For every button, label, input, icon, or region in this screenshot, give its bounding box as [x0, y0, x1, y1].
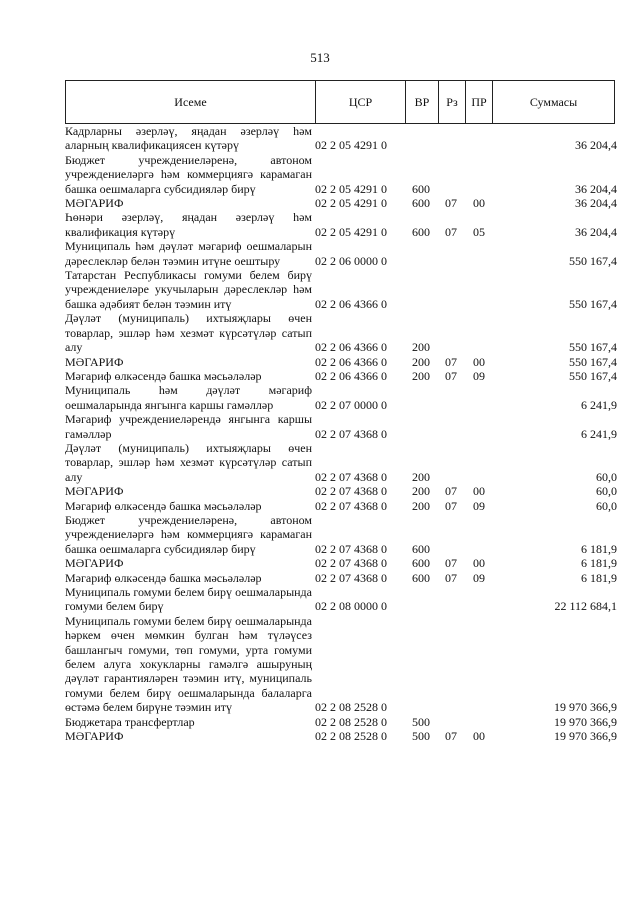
cell-vr: 600 — [412, 556, 430, 571]
table-row — [65, 412, 617, 441]
table-row — [65, 585, 617, 614]
cell-csr: 02 2 05 4291 0 — [315, 138, 387, 153]
cell-vr: 200 — [412, 484, 430, 499]
header-pr: ПР — [466, 81, 493, 123]
cell-vr: 200 — [412, 469, 430, 484]
cell-vr: 600 — [412, 570, 430, 585]
cell-vr: 200 — [412, 340, 430, 355]
cell-sum: 36 204,4 — [575, 224, 617, 239]
cell-pr: 09 — [473, 368, 485, 383]
cell-sum: 550 167,4 — [569, 340, 617, 355]
table-row — [65, 369, 617, 383]
cell-csr: 02 2 05 4291 0 — [315, 224, 387, 239]
cell-name: МӘГАРИФ — [65, 729, 124, 744]
cell-csr: 02 2 07 4368 0 — [315, 426, 387, 441]
table-row — [65, 239, 617, 268]
cell-csr: 02 2 07 4368 0 — [315, 570, 387, 585]
cell-csr: 02 2 06 4366 0 — [315, 296, 387, 311]
cell-vr: 600 — [412, 541, 430, 556]
cell-rz: 07 — [445, 729, 457, 744]
cell-sum: 19 970 366,9 — [554, 729, 617, 744]
table-row — [65, 153, 617, 196]
cell-vr: 500 — [412, 729, 430, 744]
table-row — [65, 513, 617, 556]
table-row — [65, 614, 617, 715]
cell-csr: 02 2 06 4366 0 — [315, 368, 387, 383]
table-row — [65, 124, 617, 153]
cell-csr: 02 2 07 4368 0 — [315, 556, 387, 571]
cell-pr: 00 — [473, 729, 485, 744]
table-row — [65, 441, 617, 484]
cell-pr: 00 — [473, 354, 485, 369]
cell-vr: 200 — [412, 368, 430, 383]
cell-name: МӘГАРИФ — [65, 354, 124, 369]
cell-name: Бюджетара трансфертлар — [65, 714, 195, 729]
cell-sum: 6 181,9 — [581, 541, 617, 556]
cell-pr: 00 — [473, 484, 485, 499]
cell-rz: 07 — [445, 556, 457, 571]
cell-sum: 6 181,9 — [581, 556, 617, 571]
cell-pr: 09 — [473, 570, 485, 585]
cell-csr: 02 2 08 2528 0 — [315, 714, 387, 729]
cell-name: МӘГАРИФ — [65, 196, 124, 211]
cell-vr: 600 — [412, 181, 430, 196]
cell-pr: 05 — [473, 224, 485, 239]
cell-name: Һөнәри әзерләү, яңадан әзерләү һәм квалификация күтәрү — [65, 210, 312, 239]
cell-sum: 60,0 — [596, 484, 617, 499]
header-name: Исеме — [66, 81, 316, 123]
cell-name: Дәүләт (муниципаль) ихтыяҗлары өчен товарлар, эшләр һәм хезмәт күрсәтүләр сатып алу — [65, 440, 312, 484]
cell-sum: 550 167,4 — [569, 253, 617, 268]
cell-csr: 02 2 06 4366 0 — [315, 340, 387, 355]
cell-pr: 00 — [473, 196, 485, 211]
cell-csr: 02 2 06 4366 0 — [315, 354, 387, 369]
cell-pr: 00 — [473, 556, 485, 571]
cell-vr: 200 — [412, 498, 430, 513]
cell-sum: 60,0 — [596, 498, 617, 513]
header-vr: ВР — [406, 81, 439, 123]
cell-sum: 6 241,9 — [581, 397, 617, 412]
cell-csr: 02 2 07 4368 0 — [315, 484, 387, 499]
cell-sum: 6 241,9 — [581, 426, 617, 441]
cell-pr: 09 — [473, 498, 485, 513]
cell-sum: 36 204,4 — [575, 138, 617, 153]
cell-sum: 19 970 366,9 — [554, 700, 617, 715]
cell-name: Мәгариф өлкәсендә башка мәсьәләләр — [65, 570, 262, 585]
cell-vr: 200 — [412, 354, 430, 369]
table-row — [65, 268, 617, 311]
header-csr: ЦСР — [316, 81, 406, 123]
cell-sum: 22 112 684,1 — [554, 599, 617, 614]
cell-sum: 550 167,4 — [569, 296, 617, 311]
cell-vr: 500 — [412, 714, 430, 729]
cell-name: Мәгариф өлкәсендә башка мәсьәләләр — [65, 498, 262, 513]
table-row — [65, 383, 617, 412]
table-row — [65, 355, 617, 369]
cell-name: МӘГАРИФ — [65, 556, 124, 571]
table-row — [65, 729, 617, 743]
header-rz: Рз — [439, 81, 466, 123]
cell-sum: 550 167,4 — [569, 354, 617, 369]
cell-sum: 550 167,4 — [569, 368, 617, 383]
cell-rz: 07 — [445, 224, 457, 239]
cell-csr: 02 2 05 4291 0 — [315, 196, 387, 211]
cell-name: Муниципаль һәм дәүләт мәгариф оешмаларында янгынга каршы гамәлләр — [65, 383, 312, 412]
cell-csr: 02 2 07 4368 0 — [315, 498, 387, 513]
cell-sum: 6 181,9 — [581, 570, 617, 585]
cell-name: Муниципаль һәм дәүләт мәгариф оешмаларын дәреслекләр белән тәэмин итүне оештыру — [65, 239, 312, 268]
table-row — [65, 196, 617, 210]
cell-name: Муниципаль гомуми белем бирү оешмаларында һәркем өчен мөмкин булган һәм түләүсез башлангыч гомуми, төп гомуми, урта гомуми белем алуга хокукларны гамәлгә ашыруның дәүләт гарантияләрен тәэмин итү, муниципаль гомуми белем бирү оешмаларында балаларга өстәмә белем бирүне тәэмин итү — [65, 613, 312, 715]
cell-csr: 02 2 08 0000 0 — [315, 599, 387, 614]
table-row — [65, 210, 617, 239]
table-body — [65, 124, 617, 743]
table-row — [65, 499, 617, 513]
page-number: 513 — [310, 50, 330, 65]
cell-name: Дәүләт (муниципаль) ихтыяҗлары өчен товарлар, эшләр һәм хезмәт күрсәтүләр сатып алу — [65, 311, 312, 355]
cell-name: Бюджет учреждениеләренә, автоном учреждениеләргә һәм коммерциягә карамаган башка оешмаларга субсидияләр бирү — [65, 512, 312, 556]
table-row — [65, 556, 617, 570]
cell-rz: 07 — [445, 498, 457, 513]
cell-name: Бюджет учреждениеләренә, автоном учреждениеләргә һәм коммерциягә карамаган башка оешмаларга субсидияләр бирү — [65, 152, 312, 196]
cell-sum: 19 970 366,9 — [554, 714, 617, 729]
cell-name: Кадрларны әзерләү, яңадан әзерләү һәм аларның квалификациясен күтәрү — [65, 124, 312, 153]
cell-rz: 07 — [445, 196, 457, 211]
table-row — [65, 311, 617, 354]
table-row — [65, 484, 617, 498]
cell-sum: 36 204,4 — [575, 181, 617, 196]
cell-name: Мәгариф өлкәсендә башка мәсьәләләр — [65, 368, 262, 383]
cell-rz: 07 — [445, 354, 457, 369]
cell-rz: 07 — [445, 484, 457, 499]
cell-vr: 600 — [412, 196, 430, 211]
cell-csr: 02 2 07 0000 0 — [315, 397, 387, 412]
cell-name: Татарстан Республикасы гомуми белем бирү учреждениеләре укучыларын дәреслекләр һәм башка әдәбият белән тәэмин итү — [65, 268, 312, 311]
cell-sum: 60,0 — [596, 469, 617, 484]
cell-csr: 02 2 08 2528 0 — [315, 700, 387, 715]
table-row — [65, 571, 617, 585]
header-sum: Суммасы — [529, 94, 578, 109]
cell-name: Муниципаль гомуми белем бирү оешмаларында гомуми белем бирү — [65, 585, 312, 614]
table-header — [65, 80, 615, 124]
table-row — [65, 715, 617, 729]
cell-vr: 600 — [412, 224, 430, 239]
cell-csr: 02 2 08 2528 0 — [315, 729, 387, 744]
cell-name: Мәгариф учреждениеләрендә янгынга каршы гамәлләр — [65, 412, 312, 441]
cell-name: МӘГАРИФ — [65, 484, 124, 499]
cell-rz: 07 — [445, 570, 457, 585]
cell-csr: 02 2 06 0000 0 — [315, 253, 387, 268]
cell-csr: 02 2 07 4368 0 — [315, 469, 387, 484]
cell-csr: 02 2 05 4291 0 — [315, 181, 387, 196]
cell-rz: 07 — [445, 368, 457, 383]
cell-sum: 36 204,4 — [575, 196, 617, 211]
cell-csr: 02 2 07 4368 0 — [315, 541, 387, 556]
